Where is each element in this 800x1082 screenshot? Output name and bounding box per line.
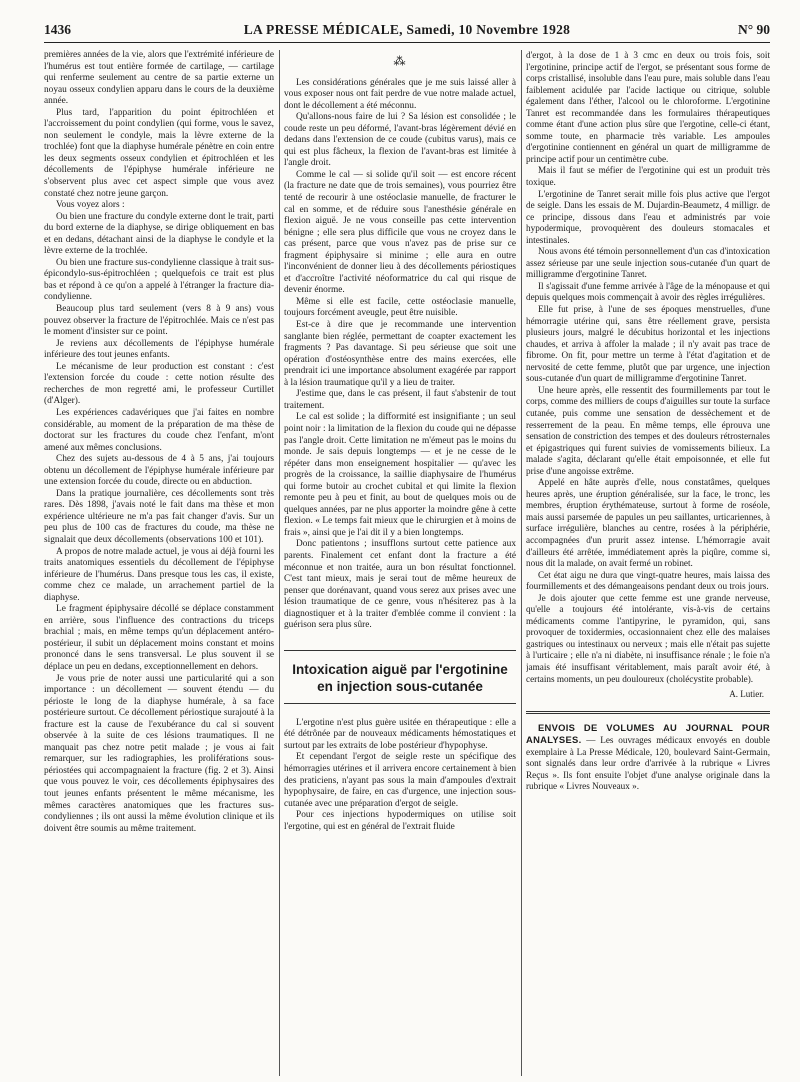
paragraph: L'ergotine n'est plus guère usitée en thérapeutique : elle a été détrônée par de nouveaux médicaments hémostatiques et surtout par les extraits de lobe postérieur d'hypophyse. [284, 717, 516, 751]
paragraph: Comme le cal — si solide qu'il soit — est encore récent (la fracture ne date que de trois semaines), vous pourriez être tenté de recourir à une ostéoclasie manuelle, de fracturer le cal en somme, et de réduire sous l'anesthésie générale en flexion aiguë. Je ne vous conseille pas cette intervention bénigne ; elle sera plus difficile que vous ne croyez dans le cas présent, parce que vous n'avez pas de prise sur ce fragment épiphysaire si minime ; elle aura en outre l'inconvénient de donner lieu à des décollements périostiques et d'accroître l'activité néoformatrice du cal qui risque de devenir énorme. [284, 169, 516, 296]
issue-number: N° 90 [737, 22, 770, 37]
paragraph: Est-ce à dire que je recommande une intervention sanglante bien réglée, permettant de coapter exactement les fragments ? Pas davantage. Si peu sérieuse que soit une opération d'ostéosynthèse entre des mains exercées, elle prendrait ici une importance absolument exagérée par rapport à la lésion traumatique qu'il y a lieu de traiter. [284, 320, 516, 388]
paragraph: Pour ces injections hypodermiques on utilise soit l'ergotine, qui est en général de l'extrait fluide [284, 810, 516, 832]
paragraph: Je vous prie de noter aussi une particularité qui a son importance : un décollement — souvent étendu — du périoste le long de la diaphyse humérale, à sa face postérieure surtout. Ce décollement périostique surajouté à la fracture est la cause de l'exubérance du cal si souvent observée à la suite de ces lésions traumatiques. Il ne manquait pas chez notre petit malade ; je vous ai fait remarquer, sur les radiographies, les proliférations sous-périostées qui accompagnaient la fracture (fig. 2 et 3). Ainsi que vous pouvez le voir, ces décollements épiphysaires des tout jeunes enfants présentent le même mécanisme, les mêmes caractères anatomiques que les fractures sus-condyliennes ; ils ont aussi la même évolution clinique et ils doivent être soumis au même traitement. [44, 673, 274, 834]
paragraph: Et cependant l'ergot de seigle reste un spécifique des hémorragies utérines et il arrivera encore certainement à bien des praticiens, n'ayant pas sous la main d'ampoules d'extrait hypophysaire, de faire, en cas d'urgence, une injection sous-cutanée avec une préparation d'ergot de seigle. [284, 752, 516, 809]
paragraph: Je dois ajouter que cette femme est une grande nerveuse, qu'elle a toujours été intolérante, vis-à-vis de certains médicaments comme l'antipyrine, le pyramidon, qui, sans provoquer de toxidermies, occasionnaient chez elle des malaises gastriques ou intestinaux ou nerveux ; mais elle n'était pas sujette à l'urticaire ; elle n'a ni diabète, ni insuffisance rénale ; le foie n'a jamais été insuffisant véritablement, mais paraît avoir été, à certains moments, un peu douloureux (cholécystite probable). [526, 592, 770, 684]
journal-title: LA PRESSE MÉDICALE, Samedi, 10 Novembre 1928 [243, 22, 571, 37]
paragraph: Mais il faut se méfier de l'ergotinine qui est un produit très toxique. [526, 165, 770, 188]
article-title-line-1: Intoxication aiguë par l'ergotinine [292, 661, 508, 677]
paragraph: Ou bien une fracture sus-condylienne classique à trait sus-épicondylo-sus-épitrochléen ; quelquefois ce trait est plus bas et répond à ce qu'on a appelé à l'étranger la fracture dia-condylienne. [44, 257, 274, 303]
column-3 [526, 50, 770, 1076]
column-2 [284, 50, 516, 1076]
author-signature: A. Lutier. [729, 689, 764, 700]
paragraph: Plus tard, l'apparition du point épitrochléen et l'accroissement du point condylien (qui forme, vous le savez, non seulement le condyle, mais la lèvre externe de la trochlée) font que la diaphyse humérale pénètre en coin entre les deux segments osseux condylien et épitrochléen et les décollements de l'épiphyse humérale inférieure ne s'observent plus avec cet aspect simple que vous avez constaté chez notre jeune garçon. [44, 107, 274, 199]
paragraph: Donc patientons ; insufflons surtout cette patience aux parents. Finalement cet enfant dont la fracture a été méconnue et non traitée, aura un bon résultat fonctionnel. C'est tant mieux, mais je serai tout de même heureux de penser que dorénavant, quand vous serez aux prises avec une lésion traumatique de ce genre, vous n'hésiterez pas à la diagnostiquer et à la traiter d'emblée comme il convient : la guérison sera plus sûre. [284, 539, 516, 631]
paragraph: L'ergotinine de Tanret serait mille fois plus active que l'ergot de seigle. Dans les essais de M. Dujardin-Beaumetz, 4 milligr. de ce principe, dissous dans l'eau et administrés par voie hypodermique, provoquèrent des douleurs stomacales et intestinales. [526, 188, 770, 245]
article-title-box [284, 650, 516, 704]
paragraph: Qu'allons-nous faire de lui ? Sa lésion est consolidée ; le coude reste un peu déformé, l'avant-bras légèrement dévié en dedans dans l'extension de ce coude (cubitus varus), mais ce qui est plus fâcheux, la flexion de l'avant-bras est limitée à l'angle droit. [284, 112, 516, 169]
page-header [44, 20, 770, 43]
envois-heading: ENVOIS DE VOLUMES AU JOURNAL POUR ANALYSES. [526, 721, 770, 746]
paragraph: Je reviens aux décollements de l'épiphyse humérale inférieure des tout jeunes enfants. [44, 338, 274, 361]
column-rule-2 [521, 50, 522, 1076]
paragraph: Les expériences cadavériques que j'ai faites en nombre considérable, au moment de la préparation de ma thèse de doctorat sur les fractures du coude chez l'enfant, m'ont amené aux mêmes conclusions. [44, 407, 274, 453]
column-1 [44, 50, 274, 1076]
paragraph: Les considérations générales que je me suis laissé aller à vous exposer nous ont fait perdre de vue notre malade actuel, dont le décollement a été méconnu. [284, 77, 516, 111]
paragraph: Le cal est solide ; la difformité est insignifiante ; un seul point noir : la limitation de la flexion du coude qui ne dépasse pas l'angle droit. Cette limitation ne m'émeut pas le moins du monde. Je sais depuis longtemps — et je ne cesse de le répéter dans mon enseignement hospitalier — qu'avec les progrès de la croissance, la saillie diaphysaire de l'humérus qui forme butoir au crochet cubital et qui limite la flexion remonte peu à peu et finit, au bout de quelques mois ou de quelques années, par ne plus apporter la moindre gêne à cette flexion. « Le temps fait mieux que le chirurgien et à moins de frais », ainsi que je l'ai dit il y a bien longtemps. [284, 412, 516, 538]
paragraph: d'ergot, à la dose de 1 à 3 cmc en deux ou trois fois, soit l'ergotinine, principe actif de l'ergot, se présentant sous forme de corps cristallisé, insoluble dans l'eau pure, mais soluble dans l'eau faiblement acidulée par l'acide lactique ou citrique, soluble également dans l'éther, l'alcool ou le chloroforme. L'ergotinine Tanret est recommandée dans les formulaires thérapeutiques comme étant d'une action plus sûre que l'ergotine, celle-ci étant, somme toute, en pharmacie très variable. Les ampoules d'ergotinine contiennent en général un quart de milligramme de principe actif pour un centimètre cube. [526, 50, 770, 164]
paragraph: Nous avons été témoin personnellement d'un cas d'intoxication assez sérieuse par une seule injection sous-cutanée d'un quart de milligramme d'ergotinine Tanret. [526, 246, 770, 280]
paragraph: Dans la pratique journalière, ces décollements sont très rares. Dès 1898, j'avais noté le fait dans ma thèse et mon expérience ultérieure ne m'a pas fait changer d'avis. Sur un peu plus de 100 cas de fractures du coude, ma thèse ne signalait que deux décollements (observations 100 et 101). [44, 488, 274, 545]
paragraph: Une heure après, elle ressentit des fourmillements par tout le corps, comme des milliers de coups d'aiguilles sur toute la surface cutanée, puis comme une sensation de dessèchement et de resserrement de la peau. En même temps, elle éprouva une sensation de constriction des tempes et des douleurs rétrosternales et épigastriques qui furent suivies de vomissements bilieux. La malade s'agita, déclarant qu'elle était empoisonnée, et elle fut prise d'une angoisse extrême. [526, 384, 770, 476]
paragraph: Cet état aigu ne dura que vingt-quatre heures, mais laissa des fourmillements et des démangeaisons pendant deux ou trois jours. [526, 569, 770, 592]
column-rule-1 [279, 50, 280, 1076]
envois-notice [526, 722, 770, 793]
paragraph: Il s'agissait d'une femme arrivée à l'âge de la ménopause et qui depuis quelques mois commençait à avoir des règles irrégulières. [526, 280, 770, 303]
section-asterism: ⁂ [393, 54, 407, 68]
paragraph: Chez des sujets au-dessous de 4 à 5 ans, j'ai toujours obtenu un décollement de l'épiphyse humérale inférieure par une extension forcée du coude, directe ou en abduction. [44, 454, 274, 488]
double-rule [526, 711, 770, 714]
paragraph: Le mécanisme de leur production est constant : c'est l'extension forcée du coude : cette notion résulte des recherches de mon regretté ami, le professeur Curtillet (d'Alger). [44, 361, 274, 407]
paragraph: J'estime que, dans le cas présent, il faut s'abstenir de tout traitement. [284, 389, 516, 411]
envois-text: — Les ouvrages médicaux envoyés en double exemplaire à La Presse Médicale, 120, boulevard Saint-Germain, sont signalés dans leur ordre d'arrivée à la rubrique « Livres Reçus ». Ils font ensuite l'objet d'une analyse originale dans la rubrique « Livres Nouveaux ». [526, 735, 770, 792]
paragraph: Vous voyez alors : [56, 200, 125, 211]
article-title-line-2: en injection sous-cutanée [317, 678, 483, 694]
paragraph: premières années de la vie, alors que l'extrémité inférieure de l'humérus est tout entière formée de cartilage, — cartilage qui renferme seulement au centre de sa partie externe un noyau osseux condylien apparu dans le cours de la deuxième année. [44, 50, 274, 107]
paragraph: Appelé en hâte auprès d'elle, nous constatâmes, quelques heures après, une éruption généralisée, sur la face, le tronc, les membres, éruption érythémateuse, surtout à forme de roséole, mais aussi parsemée de papules un peu saillantes, urticariennes, à surface irrégulière, blanches au centre, rosées à la périphérie, accompagnées d'un prurit assez intense. L'hémorragie avait d'ailleurs été arrêtée, immédiatement après la piqûre, comme si, nous dit la malade, on avait fermé un robinet. [526, 477, 770, 569]
paragraph: Elle fut prise, à l'une de ses époques menstruelles, d'une hémorragie utérine qui, sans être réellement grave, persista plusieurs jours, malgré le décubitus horizontal et les injections chaudes, et arriva à affoler la malade ; il n'y avait pas trace de fibrome. On fit, pour mettre un terme à l'état d'agitation et de nervosité de cette femme, plutôt que par urgence, une injection sous-cutanée d'un quart de milligramme d'ergotinine Tanret. [526, 304, 770, 384]
page-number: 1436 [44, 22, 71, 37]
paragraph: Le fragment épiphysaire décollé se déplace constamment en arrière, sous l'influence des contractions du triceps brachial ; mais, en même temps qu'un déplacement antéro-postérieur, il subit un déplacement moins constant et moins prononcé dans le sens transversal. Le plus souvent il se déplace un peu en dedans, exceptionnellement en dehors. [44, 604, 274, 672]
paragraph: Même si elle est facile, cette ostéoclasie manuelle, toujours forcément aveugle, peut être nuisible. [284, 296, 516, 319]
paragraph: Beaucoup plus tard seulement (vers 8 à 9 ans) vous pouvez observer la fracture de l'épitrochlée. Mais ce n'est pas le moment d'insister sur ce point. [44, 304, 274, 338]
paragraph: Ou bien une fracture du condyle externe dont le trait, parti du bord externe de la diaphyse, se dirige obliquement en bas et en dedans, détachant ainsi de la diaphyse le condyle et la lèvre externe de la trochlée. [44, 211, 274, 257]
paragraph: A propos de notre malade actuel, je vous ai déjà fourni les traits anatomiques essentiels du décollement de l'épiphyse inférieure de l'humérus. Dans presque tous les cas, il existe, comme chez ce malade, un arrachement partiel de la diaphyse. [44, 546, 274, 603]
